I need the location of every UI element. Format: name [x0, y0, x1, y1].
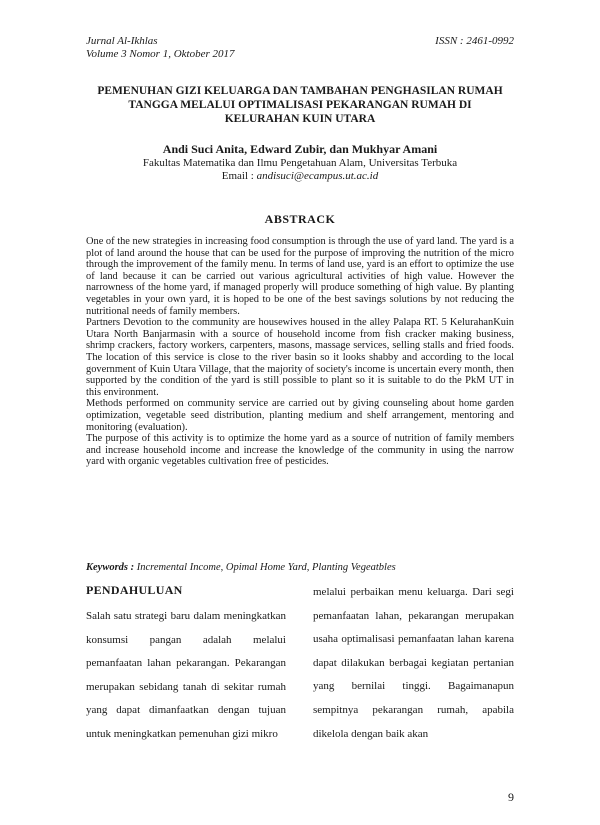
issn-label: ISSN : 2461-0992	[435, 35, 514, 47]
abstract-body	[86, 236, 514, 468]
title-line: TANGGA MELALUI OPTIMALISASI PEKARANGAN RUMAH DI	[128, 99, 472, 111]
abstract-heading: ABSTRACK	[264, 212, 336, 226]
abstract-paragraph: One of the new strategies in increasing food consumption is through the use of yard land. The yard is a plot of land around the house that can be used for the purpose of improving the nutrition of the micro through the improvement of the family menu. In terms of land use, yard is an effort to optimize the use of land because it can be carried out various agricultural activities of high value. However the narrowness of the home yard, if managed properly will produce something of high value. By planting vegetables in your own yard, it is hoped to be one of the best savings solutions by not reducing the nutritional needs of family members.	[86, 236, 514, 317]
body-text-right: melalui perbaikan menu keluarga. Dari segi pemanfaatan lahan, pekarangan merupakan usaha optimalisasi pemanfaatan lahan karena dapat dilakukan berbagai kegiatan pertanian yang bernilai tinggi. Bagaimanapun sempitnya pekarangan rumah, apabila dikelola dengan baik akan	[313, 586, 514, 740]
author-affiliation: Fakultas Matematika dan Ilmu Pengetahuan Alam, Universitas Terbuka	[142, 157, 458, 169]
abstract-paragraph: Partners Devotion to the community are housewives housed in the alley Palapa RT. 5 KelurahanKuin Utara North Banjarmasin with a source of household income from fish cracker making business, shrimp crackers, factory workers, carpenters, masons, massage services, selling stalls and fried foods. The location of this service is close to the river basin so it looks shabby and according to the local government of Kuin Utara Village, that the majority of society's income is uncertain every month, then supported by the condition of the yard is still possible to plant so it is suitable to do the PkM UT in this environment.	[86, 317, 514, 398]
running-header-left	[86, 35, 235, 61]
right-column	[313, 583, 514, 746]
title-line: KELURAHAN KUIN UTARA	[224, 113, 376, 125]
abstract-paragraph: The purpose of this activity is to optimize the home yard as a source of nutrition of family members and increase household income and increase the knowledge of the community in using the narrow yard with organic vegetables cultivation free of pesticides.	[86, 433, 514, 468]
keywords-line	[86, 562, 396, 573]
title-line: PEMENUHAN GIZI KELUARGA DAN TAMBAHAN PENGHASILAN RUMAH	[97, 85, 503, 97]
journal-volume: Volume 3 Nomor 1, Oktober 2017	[86, 48, 235, 60]
journal-name: Jurnal Al-Ikhlas	[86, 35, 158, 47]
author-email-line	[86, 170, 514, 182]
abstract-paragraph: Methods performed on community service are carried out by giving counseling about home garden optimization, vegetable seed distribution, planting medium and shelf arrangement, mentoring and monitoring (evaluation).	[86, 398, 514, 433]
section-heading: PENDAHULUAN	[86, 583, 183, 597]
page-number: 9	[508, 790, 514, 804]
body-text-left: Salah satu strategi baru dalam meningkatkan konsumsi pangan adalah melalui pemanfaatan lahan pekarangan. Pekarangan merupakan sebidang tanah di sekitar rumah yang dapat dimanfaatkan dengan tujuan untuk meningkatkan pemenuhan gizi mikro	[86, 610, 286, 740]
paper-title	[86, 84, 514, 126]
left-column	[86, 583, 286, 747]
author-list: Andi Suci Anita, Edward Zubir, dan Mukhyar Amani	[162, 142, 438, 156]
email-label: Email :	[221, 170, 254, 182]
keywords-text: Incremental Income, Opimal Home Yard, Planting Vegeatbles	[136, 562, 396, 573]
keywords-label: Keywords :	[86, 562, 135, 573]
email-address: andisuci@ecampus.ut.ac.id	[256, 170, 379, 182]
